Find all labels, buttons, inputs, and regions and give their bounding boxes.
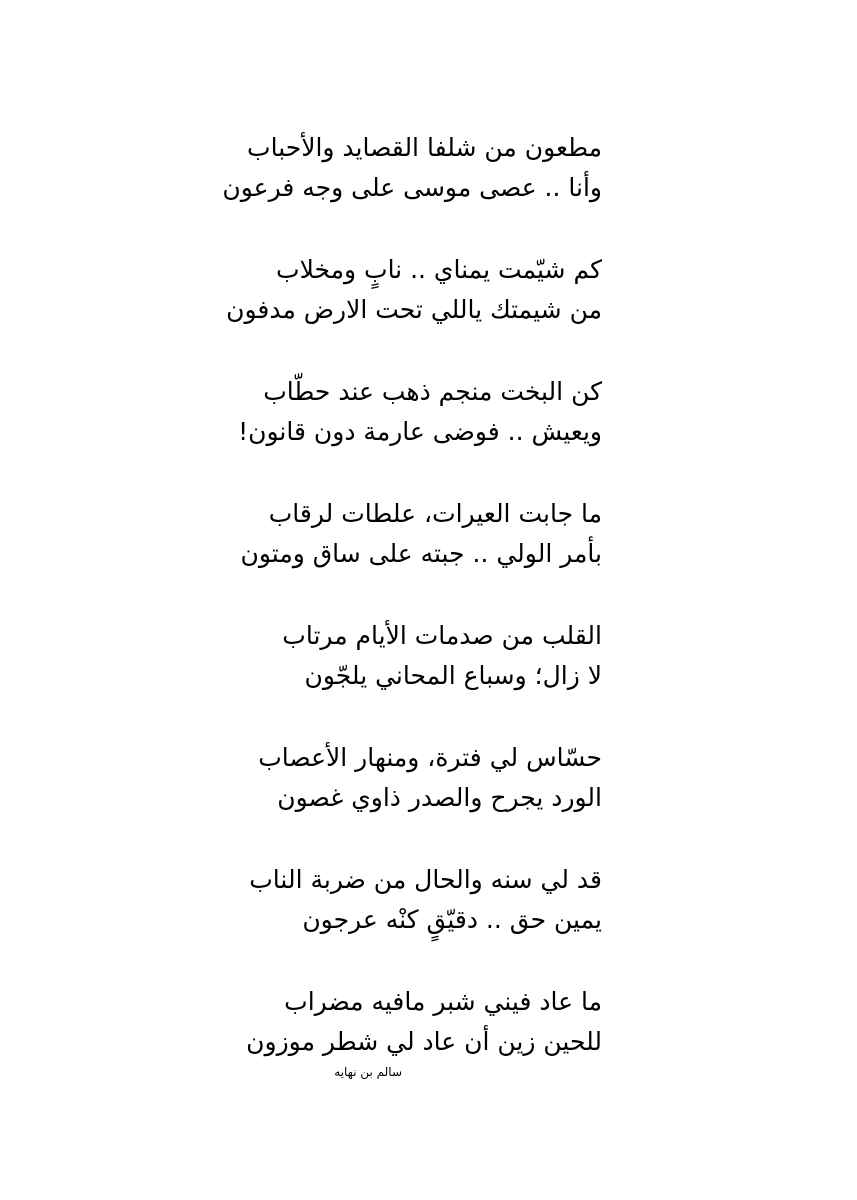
poet-signature: سالم بن نهايه: [334, 1065, 402, 1079]
verse-line: القلب من صدمات الأيام مرتاب: [282, 621, 602, 650]
verse-line: يمين حق .. دقيّقٍ كنْه عرجون: [302, 905, 602, 934]
poem-body: [222, 128, 602, 1062]
verse-line: كن البخت منجم ذهب عند حطّاب: [263, 377, 602, 406]
verse-line: مطعون من شلفا القصايد والأحباب: [247, 133, 602, 162]
verse-line: وأنا .. عصى موسى على وجه فرعون: [222, 173, 602, 202]
stanza-7: [222, 860, 602, 982]
stanza-5: [222, 616, 602, 738]
verse-line: الورد يجرح والصدر ذاوي غصون: [277, 783, 602, 812]
stanza-8: [222, 982, 602, 1062]
stanza-2: [222, 250, 602, 372]
verse-line: كم شيّمت يمناي .. نابٍ ومخلاب: [276, 255, 602, 284]
stanza-6: [222, 738, 602, 860]
stanza-3: [222, 372, 602, 494]
verse-line: لا زال؛ وسباع المحاني يلجّون: [304, 661, 602, 690]
verse-line: للحين زين أن عاد لي شطر موزون: [246, 1027, 602, 1056]
verse-line: من شيمتك ياللي تحت الارض مدفون: [226, 295, 602, 324]
verse-line: حسّاس لي فترة، ومنهار الأعصاب: [258, 743, 602, 772]
verse-line: بأمر الولي .. جبته على ساق ومتون: [240, 539, 602, 568]
verse-line: قد لي سنه والحال من ضربة الناب: [249, 865, 602, 894]
stanza-4: [222, 494, 602, 616]
stanza-1: [222, 128, 602, 250]
verse-line: ما جابت العيرات، علطات لرقاب: [268, 499, 602, 528]
verse-line: ما عاد فيني شبر مافيه مضراب: [284, 987, 602, 1016]
verse-line: ويعيش .. فوضى عارمة دون قانون!: [238, 417, 602, 446]
